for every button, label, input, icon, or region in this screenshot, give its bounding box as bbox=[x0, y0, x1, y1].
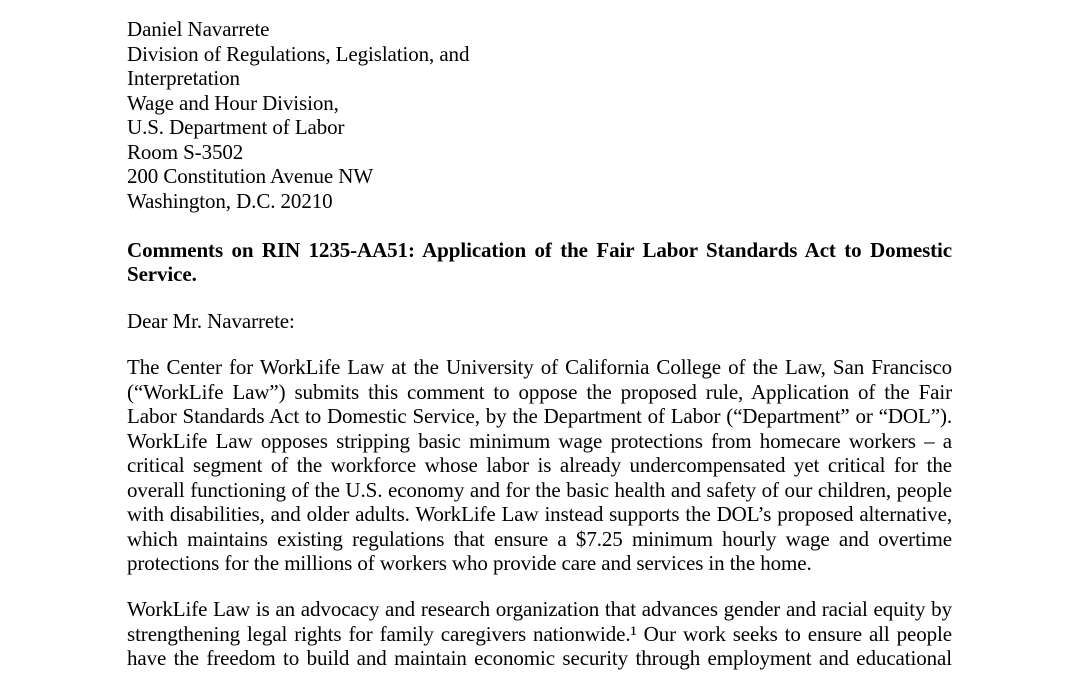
text-line: Interpretation bbox=[127, 66, 240, 90]
text-line: Comments on RIN 1235-AA51: Application of the Fair Labor Standards Act to Domestic bbox=[127, 237, 952, 262]
body-paragraph-1 bbox=[127, 355, 952, 576]
text-line: overall functioning of the U.S. economy and for the basic health and safety of our children, people bbox=[127, 477, 952, 502]
text-line: protections for the millions of workers who provide care and services in the home. bbox=[127, 551, 812, 575]
text-line: strengthening legal rights for family caregivers nationwide.¹ Our work seeks to ensure all people bbox=[127, 621, 952, 646]
text-line: WorkLife Law is an advocacy and research organization that advances gender and racial equity by bbox=[127, 597, 952, 621]
salutation-text: Dear Mr. Navarrete: bbox=[127, 308, 295, 333]
text-line: (“WorkLife Law”) submits this comment to oppose the proposed rule, Application of the Fair bbox=[127, 379, 952, 404]
text-line: Wage and Hour Division, bbox=[127, 90, 339, 115]
text-line: 200 Constitution Avenue NW bbox=[127, 164, 374, 188]
text-line: critical segment of the workforce whose labor is already undercompensated yet critical for the bbox=[127, 453, 952, 477]
text-line: with disabilities, and older adults. WorkLife Law instead supports the DOL’s proposed alternative, bbox=[127, 502, 952, 526]
text-line: WorkLife Law opposes stripping basic minimum wage protections from homecare workers – a bbox=[127, 428, 952, 453]
subject-heading bbox=[127, 238, 952, 287]
text-line: have the freedom to build and maintain economic security through employment and educational bbox=[127, 646, 952, 670]
text-line: Daniel Navarrete bbox=[127, 17, 270, 41]
text-line: Division of Regulations, Legislation, and bbox=[127, 41, 470, 66]
text-line: Room S-3502 bbox=[127, 139, 244, 164]
text-line: Labor Standards Act to Domestic Service, by the Department of Labor (“Department” or “DOL”). bbox=[127, 404, 952, 428]
text-line: Washington, D.C. 20210 bbox=[127, 188, 333, 213]
text-line: U.S. Department of Labor bbox=[127, 115, 345, 139]
text-line: Service. bbox=[127, 262, 197, 286]
body-paragraph-2 bbox=[127, 597, 952, 671]
salutation bbox=[127, 309, 952, 334]
recipient-address bbox=[127, 17, 952, 213]
text-line: The Center for WorkLife Law at the University of California College of the Law, San Francisco bbox=[127, 355, 952, 379]
letter-content bbox=[127, 17, 952, 671]
text-line: which maintains existing regulations that ensure a $7.25 minimum hourly wage and overtime bbox=[127, 526, 952, 551]
